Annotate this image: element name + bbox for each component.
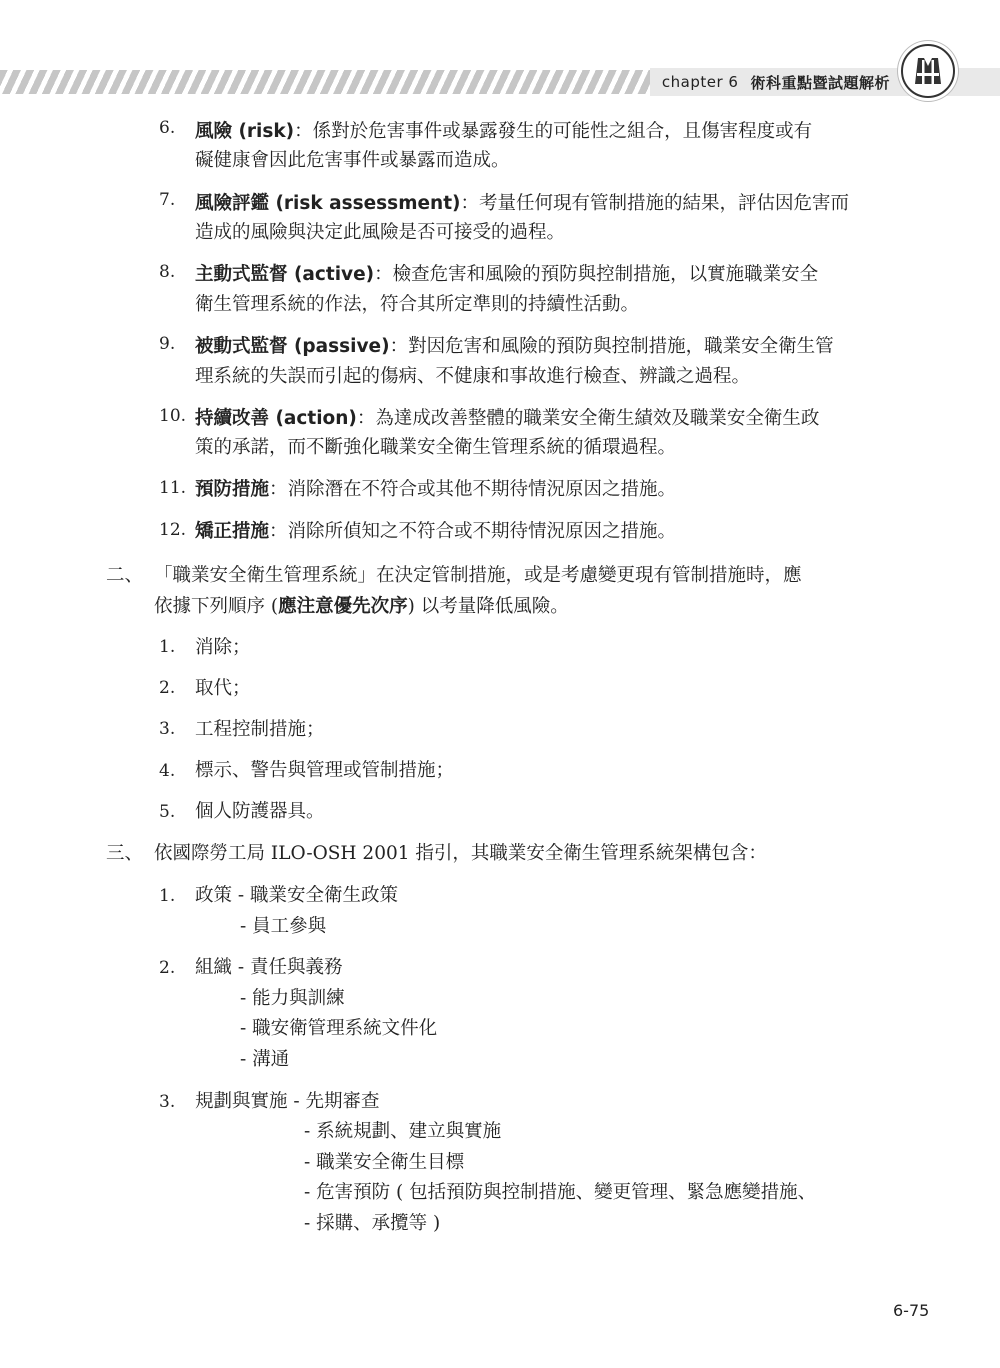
item-number: 7. bbox=[159, 190, 176, 210]
item-line bbox=[195, 331, 834, 362]
item-term: 主動式監督 (active) bbox=[195, 264, 375, 285]
item-line-2: 礙健康會因此危害事件或暴露而造成。 bbox=[195, 150, 510, 171]
item-term: 預防措施 bbox=[195, 479, 270, 500]
item-number: 12. bbox=[159, 520, 187, 540]
list-item-number: 3. bbox=[159, 1092, 176, 1112]
list-item-number: 3. bbox=[159, 719, 176, 739]
text-part: ) 以考量降低風險。 bbox=[407, 596, 569, 617]
list-item-number: 2. bbox=[159, 958, 176, 978]
chapter-title: 術科重點暨試題解析 bbox=[750, 73, 890, 92]
framework-subitem: - 職安衛管理系統文件化 bbox=[240, 1018, 438, 1039]
item-term: 風險 (risk) bbox=[195, 121, 295, 142]
section-marker: 二、 bbox=[106, 565, 144, 586]
item-text: ：為達成改善整體的職業安全衛生績效及職業安全衛生政 bbox=[356, 408, 820, 429]
framework-heading: 政策 - 職業安全衛生政策 bbox=[195, 885, 399, 906]
item-line bbox=[195, 116, 812, 147]
framework-subitem: - 溝通 bbox=[240, 1049, 290, 1070]
item-text: ：係對於危害事件或暴露發生的可能性之組合，且傷害程度或有 bbox=[294, 121, 813, 142]
page-number: 6-75 bbox=[893, 1301, 930, 1320]
item-line bbox=[195, 516, 676, 547]
list-item-number: 1. bbox=[159, 886, 176, 906]
item-text: ：考量任何現有管制措施的結果，評估因危害而 bbox=[460, 193, 850, 214]
item-line bbox=[195, 259, 818, 290]
framework-subitem: - 危害預防 ( 包括預防與控制措施、變更管理、緊急應變措施、 bbox=[304, 1182, 817, 1203]
item-text: ：對因危害和風險的預防與控制措施，職業安全衛生管 bbox=[389, 336, 834, 357]
framework-subitem: - 員工參與 bbox=[240, 916, 327, 937]
list-item: 工程控制措施； bbox=[195, 719, 325, 740]
list-item: 個人防護器具。 bbox=[195, 801, 325, 822]
item-term: 被動式監督 (passive) bbox=[195, 336, 390, 357]
list-item: 消除； bbox=[195, 637, 251, 658]
section-text-line: 「職業安全衛生管理系統」在決定管制措施，或是考慮變更現有管制措施時，應 bbox=[154, 565, 802, 586]
framework-subitem: - 採購、承攬等 ) bbox=[304, 1213, 441, 1234]
item-line bbox=[195, 188, 849, 219]
text-part: 依據下列順序 ( bbox=[154, 596, 279, 617]
item-number: 11. bbox=[159, 478, 187, 498]
list-item-number: 1. bbox=[159, 637, 176, 657]
emphasis-text: 應注意優先次序 bbox=[278, 596, 408, 617]
item-line-2: 策的承諾，而不斷強化職業安全衛生管理系統的循環過程。 bbox=[195, 437, 677, 458]
safety-vest-logo-icon bbox=[901, 44, 955, 98]
list-item-number: 4. bbox=[159, 761, 176, 781]
list-item: 取代； bbox=[195, 678, 251, 699]
item-term: 矯正措施 bbox=[195, 521, 270, 542]
item-number: 6. bbox=[159, 118, 176, 138]
framework-subitem: - 職業安全衛生目標 bbox=[304, 1152, 465, 1173]
item-text: ：檢查危害和風險的預防與控制措施，以實施職業安全 bbox=[374, 264, 819, 285]
item-number: 9. bbox=[159, 334, 176, 354]
framework-subitem: - 系統規劃、建立與實施 bbox=[304, 1121, 502, 1142]
list-item: 標示、警告與管理或管制措施； bbox=[195, 760, 455, 781]
item-text: ：消除所偵知之不符合或不期待情況原因之措施。 bbox=[269, 521, 677, 542]
list-item-number: 5. bbox=[159, 802, 176, 822]
section-text-line-2 bbox=[154, 591, 569, 622]
item-text: ：消除潛在不符合或其他不期待情況原因之措施。 bbox=[269, 479, 677, 500]
chapter-label: chapter 6 bbox=[661, 73, 739, 91]
item-line bbox=[195, 474, 676, 505]
item-number: 10. bbox=[159, 406, 187, 426]
section-text-line: 依國際勞工局 ILO-OSH 2001 指引，其職業安全衛生管理系統架構包含： bbox=[154, 843, 767, 864]
item-line-2: 造成的風險與決定此風險是否可接受的過程。 bbox=[195, 222, 566, 243]
framework-heading: 組織 - 責任與義務 bbox=[195, 957, 343, 978]
item-term: 風險評鑑 (risk assessment) bbox=[195, 193, 461, 214]
section-marker: 三、 bbox=[106, 843, 144, 864]
item-term: 持續改善 (action) bbox=[195, 408, 357, 429]
list-item-number: 2. bbox=[159, 678, 176, 698]
item-line-2: 衛生管理系統的作法，符合其所定準則的持續性活動。 bbox=[195, 294, 640, 315]
framework-subitem: - 能力與訓練 bbox=[240, 988, 345, 1009]
item-number: 8. bbox=[159, 262, 176, 282]
item-line bbox=[195, 403, 819, 434]
framework-heading: 規劃與實施 - 先期審查 bbox=[195, 1091, 380, 1112]
item-line-2: 理系統的失誤而引起的傷病、不健康和事故進行檢查、辨識之過程。 bbox=[195, 366, 751, 387]
